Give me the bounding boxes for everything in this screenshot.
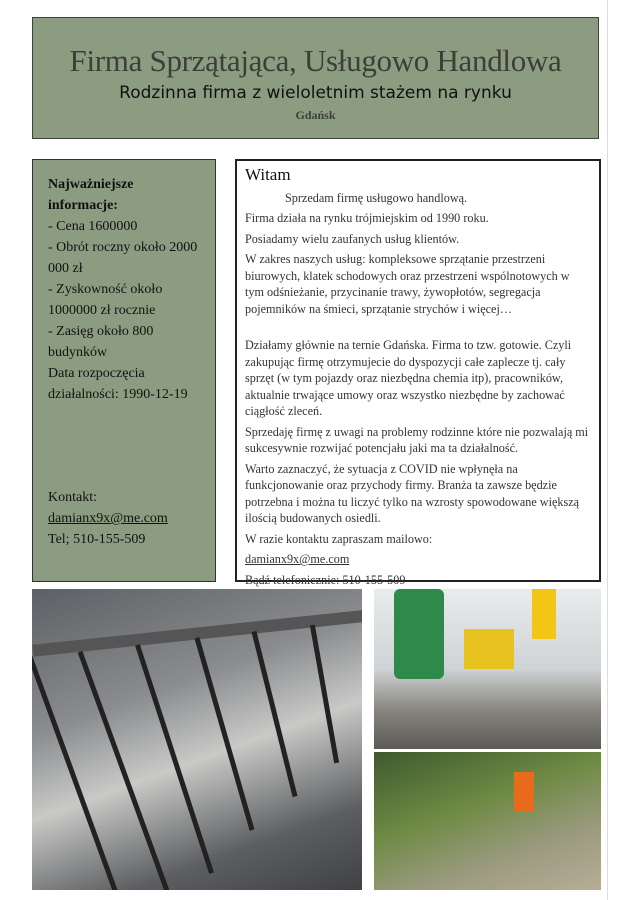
city-label: Gdańsk: [295, 108, 336, 122]
photo-stair-mopping: [374, 589, 601, 749]
contact-phone: Tel; 510-155-509: [48, 532, 146, 547]
paragraph: Firma działa na rynku trójmiejskim od 1990 roku.: [245, 211, 489, 225]
paragraph: Sprzedam firmę usługowo handlową.: [285, 190, 468, 205]
photo-stair-cleaning: [32, 589, 362, 890]
paragraph: Posiadamy wielu zaufanych usług klientów.: [245, 231, 460, 246]
page-subtitle: Rodzinna firma z wieloletnim stażem na rynku: [119, 83, 512, 103]
paragraph: Sprzedaję firmę z uwagi na problemy rodzinne które nie pozwalają mi sukcesywnie rozwijać potencjału jaki ma ta działalność.: [245, 424, 589, 455]
paragraph: W razie kontaktu zapraszam mailowo:: [245, 531, 433, 546]
header-banner: [32, 17, 599, 139]
info-line: - Obrót roczny około 2000 000 zł: [48, 240, 198, 276]
description-heading: Witam: [245, 165, 291, 184]
info-line: Data rozpoczęcia działalności: 1990-12-19: [48, 366, 188, 402]
description-panel: [235, 159, 601, 587]
paragraph: Warto zaznaczyć, że sytuacja z COVID nie wpłynęła na funkcjonowanie oraz przychody firmy. Branża ta zawsze będzie potrzebna i można tu liczyć tylko na wzrosty spowodowane większą ilością budowanych osiedli.: [245, 461, 580, 525]
photo-garden-work: [374, 752, 601, 890]
page-edge: [607, 0, 608, 900]
paragraph: Działamy głównie na ternie Gdańska. Firma to tzw. gotowie. Czyli zakupując firmę otrzymujecie do dyspozycji całe zaplecze tj. cały sprzęt (w tym pojazdy oraz niezbędna chemia itp), pracowników, aktualnie trwające umowy oraz wszystko niezbędne by zachować ciągłość zleceń.: [245, 338, 572, 418]
info-line: - Cena 1600000: [48, 219, 138, 234]
contact-label: Kontakt:: [48, 490, 97, 505]
key-info-heading: Najważniejsze informacje:: [48, 177, 134, 213]
email-link[interactable]: damianx9x@me.com: [245, 552, 350, 566]
info-line: - Zasięg około 800 budynków: [48, 324, 154, 360]
key-info-panel: [32, 159, 216, 582]
phone-line: Bądź telefonicznie: 510-155-509: [245, 572, 406, 587]
paragraph: W zakres naszych usług: kompleksowe sprzątanie przestrzeni biurowych, klatek schodowych oraz przestrzeni wspólnotowych w tym odśnieżanie, przycinanie trawy, żywopłotów, segregacja pojemników na śmieci, sprzątanie strychów i więcej…: [245, 252, 570, 316]
info-line: - Zyskowność około 1000000 zł rocznie: [48, 282, 163, 318]
contact-email-link[interactable]: damianx9x@me.com: [48, 511, 168, 526]
page-title: Firma Sprzątająca, Usługowo Handlowa: [69, 43, 562, 78]
